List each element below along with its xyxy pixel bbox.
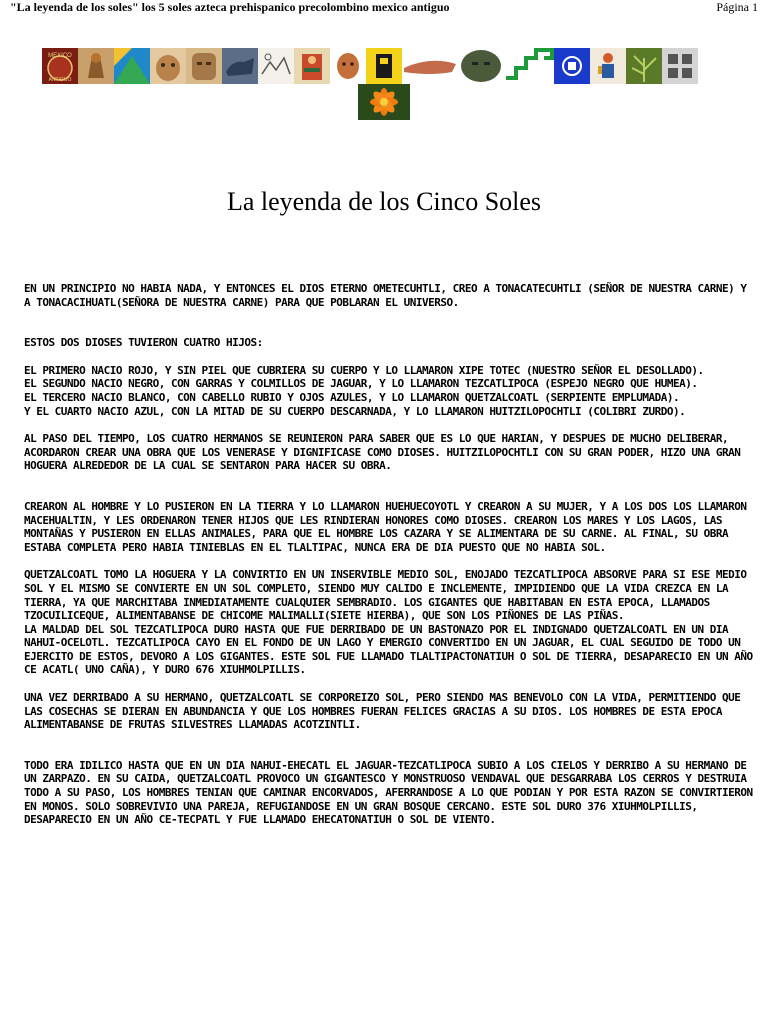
warrior-painting-image[interactable] (294, 48, 330, 84)
paragraph: AL PASO DEL TIEMPO, LOS CUATRO HERMANOS SE REUNIERON PARA SABER QUE ES LO QUE HARIAN, Y DESPUES DE MUCHO DELIBERAR, ACORDARON CREAR UNA OBRA QUE LOS VENERASE Y DIGNIFICASE COMO DIOSES. HUITZILOPOCHTLI CON SU GRAN PODER, HIZO UNA GRAN HOGUERA ALREDEDOR DE LA CUAL SE SENTARON PARA HACER SU OBRA. (24, 432, 741, 473)
paragraph: EL TERCERO NACIO BLANCO, CON CABELLO RUBIO Y OJOS AZULES, Y LO LLAMARON QUETZALCOATL (SERPIENTE EMPLUMADA). (24, 390, 680, 404)
svg-text:MEXICO: MEXICO (48, 53, 72, 59)
page-number: Página 1 (716, 0, 758, 14)
paragraph: EL PRIMERO NACIO ROJO, Y SIN PIEL QUE CUBRIERA SU CUERPO Y LO LLAMARON XIPE TOTEC (NUESTRO SEÑOR EL DESOLLADO). (24, 363, 704, 377)
story-body (24, 282, 754, 827)
colorful-tile-image[interactable] (114, 48, 150, 84)
paragraph: ESTOS DOS DIOSES TUVIERON CUATRO HIJOS: (24, 336, 263, 350)
image-strip (42, 48, 726, 84)
paragraph: EL SEGUNDO NACIO NEGRO, CON GARRAS Y COLMILLOS DE JAGUAR, Y LO LLAMARON TEZCATLIPOCA (ESPEJO NEGRO QUE HUMEA). (24, 377, 698, 391)
jaguar-figure-image[interactable] (222, 48, 258, 84)
paragraph: CREARON AL HOMBRE Y LO PUSIERON EN LA TIERRA Y LO LLAMARON HUEHUECOYOTL Y CREARON A SU MUJER, Y A LOS DOS LOS LLAMARON MACEHUALTIN, Y LES ORDENARON TENER HIJOS QUE LES RINDIERAN HONORES COMO DIOSES. CREARON LOS MARES Y LOS LAGOS, LAS MONTAÑAS Y PUSIERON EN ELLAS ANIMALES, PARA QUE EL HOMBRE LOS CAZARA Y SE ALIMENTARA DE SU CARNE. AL FINAL, SU OBRA ESTABA COMPLETA PERO HABIA TINIEBLAS EN EL TLALTIPAC, NUNCA ERA DE DIA PUESTO QUE NO HABIA SOL. (24, 499, 747, 554)
clay-head-image[interactable] (330, 48, 366, 84)
page-title: La leyenda de los Cinco Soles (226, 187, 542, 217)
svg-text:ANTIGUO: ANTIGUO (48, 77, 72, 83)
paragraph: EN UN PRINCIPIO NO HABIA NADA, Y ENTONCES EL DIOS ETERNO OMETECUHTLI, CREO A TONACATECUHTLI (SEÑOR DE NUESTRA CARNE) Y A TONACACIHUATL(SEÑORA DE NUESTRA CARNE) PARA QUE POBLARAN EL UNIVERSO. (24, 282, 747, 309)
blue-glyph-image[interactable] (554, 48, 590, 84)
gray-glyph-image[interactable] (662, 48, 698, 84)
aztec-glyph-yellow-image[interactable] (366, 48, 402, 84)
plant-image[interactable] (626, 48, 662, 84)
page-header (10, 0, 758, 16)
codex-drawing-image[interactable] (258, 48, 294, 84)
codex-figure-image[interactable] (590, 48, 626, 84)
flower-image[interactable] (358, 84, 410, 120)
obsidian-blade-image[interactable] (402, 48, 458, 84)
green-fret-pattern-image[interactable] (504, 48, 554, 84)
green-stone-head-image[interactable] (458, 48, 504, 84)
mexico-antiguo-logo[interactable] (42, 48, 78, 84)
paragraph: UNA VEZ DERRIBADO A SU HERMANO, QUETZALCOATL SE CORPOREIZO SOL, PERO SIENDO MAS BENEVOLO CON LA VIDA, PERMITIENDO QUE LAS COSECHAS SE DIERAN EN ABUNDANCIA Y QUE LOS HOMBRES FUERAN FELICES GRACIAS A SU DIOS. LOS HOMBRES DE ESTA EPOCA ALIMENTABANSE DE FRUTAS SILVESTRES LLAMADAS ACOTZINTLI. (24, 691, 741, 732)
clay-mask-image[interactable] (150, 48, 186, 84)
warrior-figure-image[interactable] (78, 48, 114, 84)
paragraph: TODO ERA IDILICO HASTA QUE EN UN DIA NAHUI-EHECATL EL JAGUAR-TEZCATLIPOCA SUBIO A LOS CIELOS Y DERRIBO A SU HERMANO DE UN ZARPAZO. EN SU CAIDA, QUETZALCOATL PROVOCO UN GIGANTESCO Y MONSTRUOSO VENDAVAL QUE DESGARRABA LOS CERROS Y DESTRUIA TODO A SU PASO, LOS HOMBRES TENIAN QUE CAMINAR ENCORVADOS, AFERRANDOSE A LO QUE PODIAN Y POR ESTA RAZON SE CONVIRTIERON EN MONOS. SOLO SOBREVIVIO UNA PAREJA, REFUGIANDOSE EN UN GRAN BOSQUE CERCANO. ESTE SOL DURO 376 XIUHMOLPILLIS, DESAPARECIO EN UN AÑO CE-TECPATL Y FUE LLAMADO EHECATONATIUH O SOL DE VIENTO. (24, 758, 753, 827)
paragraph: QUETZALCOATL TOMO LA HOGUERA Y LA CONVIRTIO EN UN INSERVIBLE MEDIO SOL, ENOJADO TEZCATLIPOCA ABSORVE PARA SI ESE MEDIO SOL Y EL MISMO SE CONVIERTE EN UN SOL COMPLETO, SIENDO MUY CALIDO E INCLEMENTE, IMPIDIENDO QUE LA VIDA CREZCA EN LA TIERRA, YA QUE MARCHITABA INMEDIATAMENTE CUALQUIER SEMBRADIO. LOS GIGANTES QUE HABITABAN EN ESTA EPOCA, LLAMADOS TZOCUILICEQUE, ALIMENTABANSE DE CHICOME MALIMALLI(SIETE HIERBA), QUE SON LOS PIÑONES DE LAS PIÑAS. (24, 568, 747, 623)
paragraph: LA MALDAD DEL SOL TEZCATLIPOCA DURO HASTA QUE FUE DERRIBADO DE UN BASTONAZO POR EL INDIGNADO QUETZALCOATL EN UN DIA NAHUI-OCELOTL. TEZCATLIPOCA CAYO EN EL FONDO DE UN LAGO Y EMERGIO CONVERTIDO EN UN JAGUAR, EL CUAL SEGUIDO DE TODO UN EJERCITO DE ESTOS, DEVORO A LOS GIGANTES. ESTE SOL FUE LLAMADO TLALTIPACTONATIUH O SOL DE TIERRA, DESAPARECIO EN UN AÑO CE ACATL( UNO CAÑA), Y DURO 676 XIUHMOLPILLIS. (24, 622, 753, 677)
paragraph: Y EL CUARTO NACIO AZUL, CON LA MITAD DE SU CUERPO DESCARNADA, Y LO LLAMARON HUITZILOPOCHTLI (COLIBRI ZURDO). (24, 404, 686, 418)
stone-face-image[interactable] (186, 48, 222, 84)
document-title: "La leyenda de los soles" los 5 soles azteca prehispanico precolombino mexico antiguo (10, 0, 450, 14)
